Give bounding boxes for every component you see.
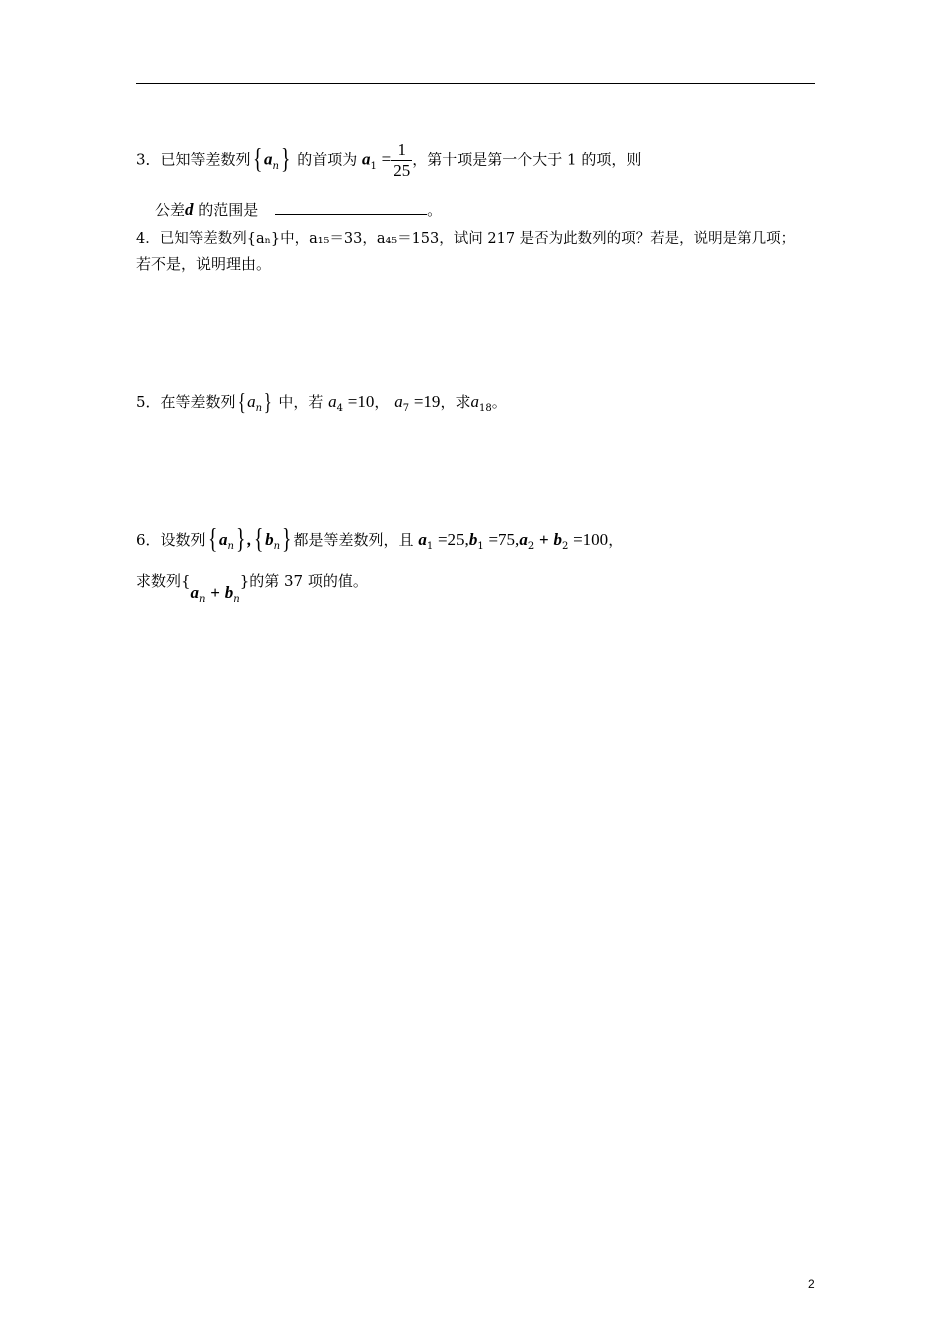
question-5: 5．在等差数列{ $a_n$} 中，若 $a_4 =10$， $a_7 =19$，求$a_{18}$。 <box>136 390 507 416</box>
question-6-line2: 求数列$\{a_n + b_n\}$的第 37 项的值。 <box>136 572 368 605</box>
question-6-line1: 6．设数列{ $a_n$} ,{ $b_n$} 都是等差数列，且 $a_1 =25,b_1 =75,a_2 + b_2 =100$， <box>136 524 624 555</box>
answer-blank <box>275 200 427 215</box>
question-3-line1: 3．已知等差数列{ $a_n$} 的首项为 $a_1$ = $\frac{1}{25}$ ，第十项是第一个大于 1 的项，则 <box>136 140 642 180</box>
question-4-line1: 4．已知等差数列{aₙ}中，a₁₅＝33，a₄₅＝153，试问 217 是否为此数列的项？若是，说明是第几项； <box>136 231 796 247</box>
question-4-line2: 若不是，说明理由。 <box>136 255 272 273</box>
fraction-1-25: $\frac{1}{25}$ <box>393 140 411 180</box>
page-number: 2 <box>808 1277 815 1291</box>
question-3-line2: 公差d 的范围是 。 <box>155 200 443 219</box>
header-rule <box>136 83 815 84</box>
